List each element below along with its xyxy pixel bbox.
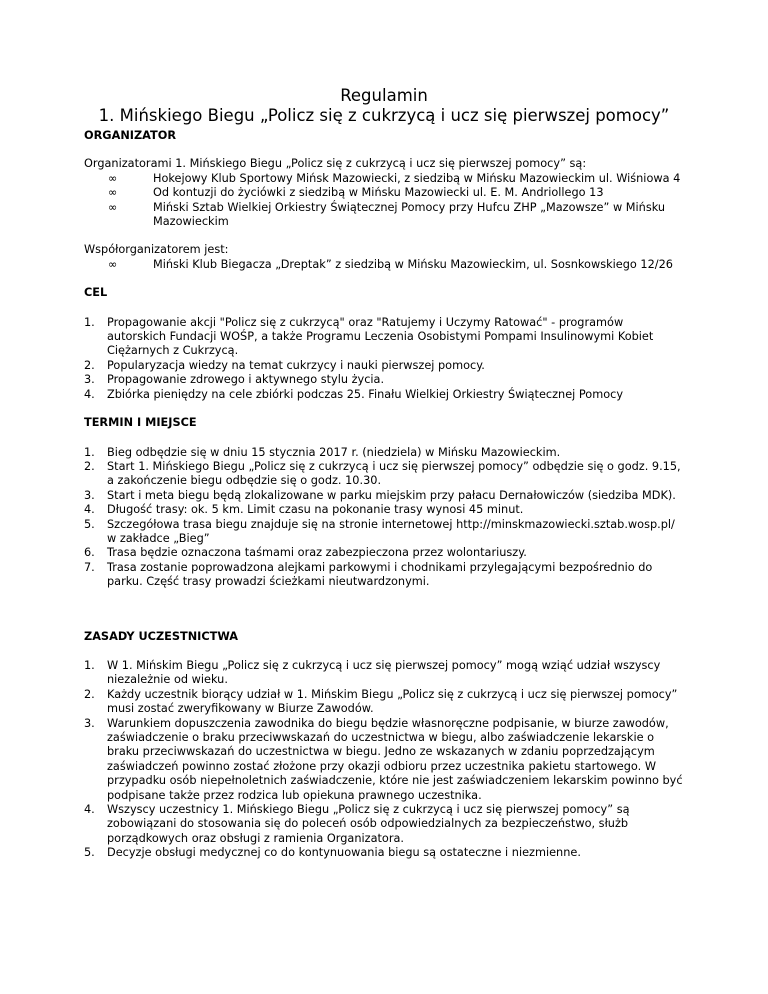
list-item: 6. Trasa będzie oznaczona taśmami oraz zabezpieczona przez wolontariuszy.	[84, 546, 527, 560]
infinity-bullet-icon: ∞	[108, 200, 118, 214]
infinity-bullet-icon: ∞	[108, 186, 118, 200]
section-heading-cel: CEL	[84, 286, 108, 300]
section-heading-zasady: ZASADY UCZESTNICTWA	[84, 629, 239, 643]
section-zasady	[84, 630, 684, 861]
infinity-bullet-icon: ∞	[108, 171, 118, 185]
list-item: 5. Decyzje obsługi medycznej co do kontynuowania biegu są ostateczne i niezmienne.	[84, 846, 581, 860]
section-organizator	[84, 129, 684, 272]
zasady-list	[84, 659, 684, 861]
list-item: 1. Bieg odbędzie się w dniu 15 stycznia 2017 r. (niedziela) w Mińsku Mazowieckim.	[84, 445, 561, 459]
list-item: 3. Warunkiem dopuszczenia zawodnika do biegu będzie własnoręczne podpisanie, w biurze zawodów, zaświadczenie o braku przeciwwskazań do uczestnictwa w biegu, albo zaświadczenie lekarskie o braku przeciwwskazań do uczestnictwa w biegu. Jedno ze wskazanych w zdaniu poprzedzającym zaświadczeń powinno zostać złożone przy okazji odbioru przez uczestnika pakietu startowego. W przypadku osób niepełnoletnich zaświadczenie, które nie jest zaświadczeniem lekarskim powinno być podpisane także przez rodzica lub opiekuna prawnego uczestnika.	[84, 716, 683, 802]
list-item: 2. Start 1. Mińskiego Biegu „Policz się z cukrzycą i ucz się pierwszej pomocy” odbędzie się o godz. 9.15, a zakończenie biegu odbędzie się o godz. 10.30.	[84, 459, 681, 488]
list-item: ∞ Miński Klub Biegacza „Dreptak” z siedzibą w Mińsku Mazowieckim, ul. Sosnkowskiego 12/26	[108, 257, 673, 271]
document-body	[84, 129, 684, 861]
list-item: 3. Propagowanie zdrowego i aktywnego stylu życia.	[84, 373, 385, 387]
list-item: ∞ Miński Sztab Wielkiej Orkiestry Świątecznej Pomocy przy Hufcu ZHP „Mazowsze” w Mińsku Mazowieckim	[108, 200, 666, 229]
cel-list	[84, 316, 684, 402]
section-heading-termin: TERMIN I MIEJSCE	[84, 416, 197, 430]
section-termin	[84, 416, 684, 589]
list-item: ∞ Hokejowy Klub Sportowy Mińsk Mazowiecki, z siedzibą w Mińsku Mazowieckim ul. Wiśniowa 4	[108, 171, 681, 185]
list-item: 4. Zbiórka pieniędzy na cele zbiórki podczas 25. Finału Wielkiej Orkiestry Świątecznej Pomocy	[84, 387, 624, 401]
organizator-list	[84, 172, 684, 230]
list-item: 5. Szczegółowa trasa biegu znajduje się na stronie internetowej http://minskmazowiecki.sztab.wosp.pl/ w zakładce „Bieg”	[84, 517, 675, 545]
list-item: 4. Długość trasy: ok. 5 km. Limit czasu na pokonanie trasy wynosi 45 minut.	[84, 503, 524, 517]
coorganizer-list	[84, 258, 684, 272]
list-item: 3. Start i meta biegu będą zlokalizowane w parku miejskim przy pałacu Dernałowiczów (siedziba MDK).	[84, 488, 676, 502]
list-item: 2. Popularyzacja wiedzy na temat cukrzycy i nauki pierwszej pomocy.	[84, 358, 485, 372]
section-heading-organizator: ORGANIZATOR	[84, 129, 177, 142]
list-item: 2. Każdy uczestnik biorący udział w 1. Mińskim Biegu „Policz się z cukrzycą i ucz się pierwszej pomocy” musi zostać zweryfikowany w Biurze Zawodów.	[84, 687, 678, 716]
section-cel	[84, 286, 684, 402]
document-title: Regulamin	[340, 86, 428, 105]
list-item: 1. W 1. Mińskim Biegu „Policz się z cukrzycą i ucz się pierwszej pomocy” mogą wziąć udział wszyscy niezależnie od wieku.	[84, 658, 661, 687]
termin-list	[84, 446, 684, 590]
infinity-bullet-icon: ∞	[108, 257, 118, 271]
list-item: 7. Trasa zostanie poprowadzona alejkami parkowymi i chodnikami przylegającymi bezpośrednio do parku. Część trasy prowadzi ścieżkami nieutwardzonymi.	[84, 560, 653, 589]
coorganizer-intro: Współorganizatorem jest:	[84, 243, 229, 257]
list-item: ∞ Od kontuzji do życiówki z siedzibą w Mińsku Mazowiecki ul. E. M. Andriollego 13	[108, 186, 604, 200]
list-item: 4. Wszyscy uczestnicy 1. Mińskiego Biegu „Policz się z cukrzycą i ucz się pierwszej pomocy” są zobowiązani do stosowania się do poleceń osób odpowiedzialnych za bezpieczeństwo, służb porządkowych oraz obsługi z ramienia Organizatora.	[84, 803, 630, 845]
document-subtitle: 1. Mińskiego Biegu „Policz się z cukrzycą i ucz się pierwszej pomocy”	[98, 106, 670, 125]
organizator-intro: Organizatorami 1. Mińskiego Biegu „Policz się z cukrzycą i ucz się pierwszej pomocy” są:	[84, 157, 587, 171]
list-item: 1. Propagowanie akcji "Policz się z cukrzycą" oraz "Ratujemy i Uczymy Ratować" - programów autorskich Fundacji WOŚP, a także Programu Leczenia Osobistymi Pompami Insulinowymi Kobiet Ciężarnych z Cukrzycą.	[84, 315, 654, 358]
